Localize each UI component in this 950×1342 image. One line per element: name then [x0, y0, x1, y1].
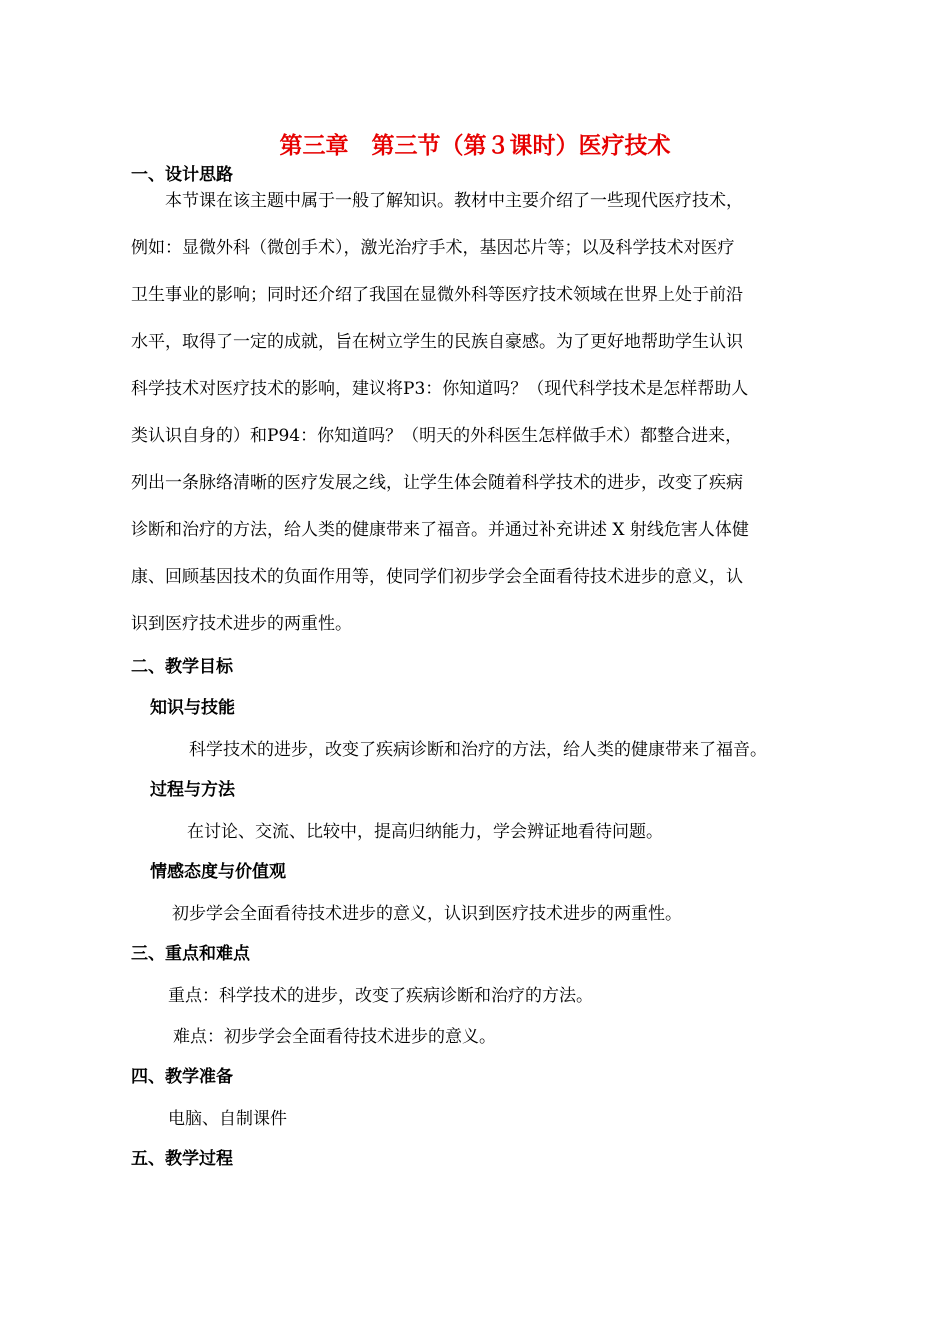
page-title: 第三章 第三节（第３课时）医疗技术: [279, 133, 671, 159]
paragraph-line: 康、回顾基因技术的负面作用等，使同学们初步学会全面看待技术进步的意义，认: [131, 567, 743, 587]
paragraph-line: 列出一条脉络清晰的医疗发展之线，让学生体会随着科学技术的进步，改变了疾病: [131, 473, 743, 493]
paragraph-line: 科学技术对医疗技术的影响，建议将P3：你知道吗？（现代科学技术是怎样帮助人: [131, 379, 749, 399]
knowledge-text: 科学技术的进步，改变了疾病诊断和治疗的方法，给人类的健康带来了福音。: [189, 740, 767, 760]
subheading-process-method: 过程与方法: [150, 780, 235, 800]
section-heading-preparation: 四、教学准备: [131, 1067, 233, 1087]
paragraph-line: 水平，取得了一定的成就，旨在树立学生的民族自豪感。为了更好地帮助学生认识: [131, 332, 743, 352]
subheading-emotion: 情感态度与价值观: [150, 862, 286, 882]
design-paragraph: [131, 178, 821, 648]
key-point-text: 重点：科学技术的进步，改变了疾病诊断和治疗的方法。: [168, 986, 593, 1006]
paragraph-line: 识到医疗技术进步的两重性。: [131, 614, 352, 634]
section-heading-key-points: 三、重点和难点: [131, 944, 250, 964]
section-heading-design: 一、设计思路: [131, 165, 233, 185]
subheading-knowledge: 知识与技能: [150, 698, 235, 718]
section-heading-process: 五、教学过程: [131, 1149, 233, 1169]
paragraph-line: 例如：显微外科（微创手术），激光治疗手术，基因芯片等；以及科学技术对医疗: [131, 238, 735, 258]
emotion-text: 初步学会全面看待技术进步的意义，认识到医疗技术进步的两重性。: [172, 904, 682, 924]
paragraph-line: 本节课在该主题中属于一般了解知识。教材中主要介绍了一些现代医疗技术，: [131, 191, 743, 211]
paragraph-line: 诊断和治疗的方法，给人类的健康带来了福音。并通过补充讲述 X 射线危害人体健: [131, 520, 749, 540]
process-method-text: 在讨论、交流、比较中，提高归纳能力，学会辨证地看待问题。: [187, 822, 663, 842]
section-heading-goals: 二、教学目标: [131, 657, 233, 677]
paragraph-line: 类认识自身的）和P94：你知道吗？（明天的外科医生怎样做手术）都整合进来，: [131, 426, 743, 446]
preparation-text: 电脑、自制课件: [168, 1109, 287, 1129]
difficult-point-text: 难点：初步学会全面看待技术进步的意义。: [173, 1027, 496, 1047]
paragraph-line: 卫生事业的影响；同时还介绍了我国在显微外科等医疗技术领域在世界上处于前沿: [131, 285, 743, 305]
